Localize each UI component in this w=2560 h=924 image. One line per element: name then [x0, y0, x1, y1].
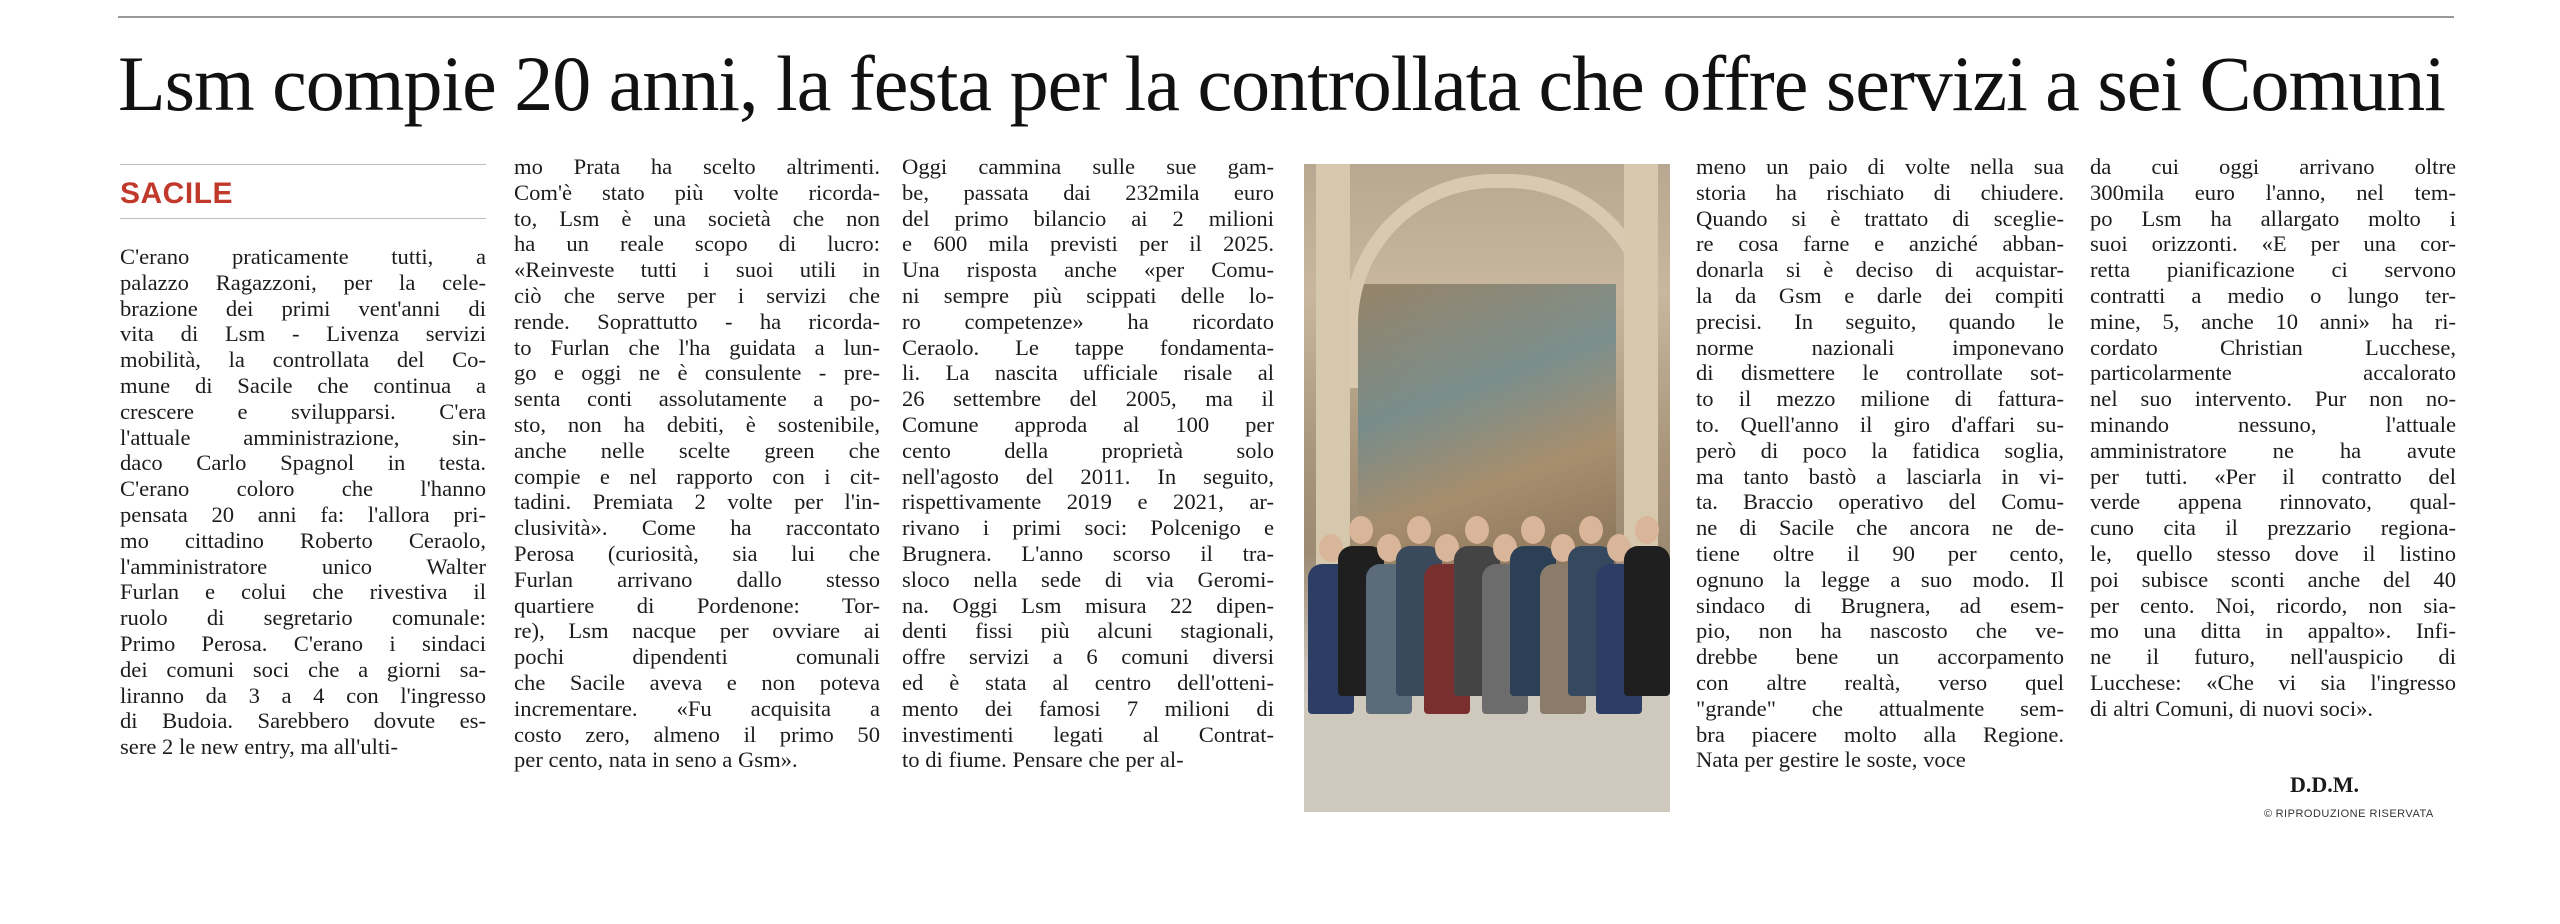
article-column-5 — [2090, 154, 2456, 722]
article-line: vita di Lsm - Livenza servizi — [120, 321, 486, 347]
article-line: mobilità, la controllata del Co- — [120, 347, 486, 373]
article-line: compie e nel rapporto con i cit- — [514, 463, 880, 489]
article-line: Furlan e colui che rivestiva il — [120, 579, 486, 605]
article-line: la da Gsm e darle dei compiti — [1696, 282, 2064, 308]
article-line: Comune approda al 100 per — [902, 411, 1274, 437]
article-line: Nata per gestire le soste, voce — [1696, 747, 1966, 773]
article-line: mo Prata ha scelto altrimenti. — [514, 154, 880, 179]
article-line: Perosa (curiosità, sia lui che — [514, 540, 880, 566]
article-line: na. Oggi Lsm misura 22 dipen- — [902, 592, 1274, 618]
article-line: donarla si è deciso di acquistar- — [1696, 257, 2064, 283]
article-line: suoi orizzonti. «E per una cor- — [2090, 231, 2456, 257]
section-rule-top — [120, 164, 486, 165]
copyright-notice — [2264, 808, 2434, 820]
article-line: Oggi cammina sulle sue gam- — [902, 154, 1274, 179]
article-line: senta conti assolutamente a po- — [514, 386, 880, 412]
article-line: 26 settembre del 2005, ma il — [902, 386, 1274, 412]
article-line: e 600 mila previsti per il 2025. — [902, 231, 1274, 257]
copyright-icon: © — [2264, 808, 2273, 820]
author-signature: D.D.M. — [2290, 772, 2360, 797]
article-line: sere 2 le new entry, ma all'ulti- — [120, 734, 399, 760]
article-line: storia ha rischiato di chiudere. — [1696, 179, 2064, 205]
article-line: cento della proprietà solo — [902, 437, 1274, 463]
article-line: ciò che serve per i servizi che — [514, 282, 880, 308]
article-line: mine, 5, anche 10 anni» ha ri- — [2090, 308, 2456, 334]
article-line: Com'è stato più volte ricorda- — [514, 179, 880, 205]
copyright-text: RIPRODUZIONE RISERVATA — [2275, 808, 2434, 820]
article-line: di altri Comuni, di nuovi soci». — [2090, 695, 2374, 721]
article-line: retta pianificazione ci servono — [2090, 257, 2456, 283]
section-rule-bottom — [120, 218, 486, 219]
article-line: rispettivamente 2019 e 2021, ar- — [902, 489, 1274, 515]
photo-person — [1624, 516, 1670, 696]
article-line: pio, non ha nascosto che ve- — [1696, 618, 2064, 644]
article-line: con altre realtà, verso quel — [1696, 669, 2064, 695]
article-line: però di poco la fatidica soglia, — [1696, 437, 2064, 463]
article-line: ognuno la legge a suo modo. Il — [1696, 566, 2064, 592]
article-line: dei comuni soci che a giorni sa- — [120, 656, 486, 682]
article-line: cordato Christian Lucchese, — [2090, 334, 2456, 360]
article-line: re), Lsm nacque per ovviare ai — [514, 618, 880, 644]
article-line: ro competenze» ha ricordato — [902, 308, 1274, 334]
article-line: C'erano praticamente tutti, a — [120, 244, 486, 269]
section-tag: SACILE — [120, 177, 234, 210]
article-line: ni sempre più scippati delle lo- — [902, 282, 1274, 308]
article-line: Una risposta anche «per Comu- — [902, 257, 1274, 283]
article-line: minando nessuno, l'attuale — [2090, 411, 2456, 437]
article-line: incrementare. «Fu acquisita a — [514, 695, 880, 721]
article-line: costo zero, almeno il primo 50 — [514, 721, 880, 747]
article-line: bra piacere molto alla Regione. — [1696, 721, 2064, 747]
article-line: del primo bilancio ai 2 milioni — [902, 205, 1274, 231]
article-line: verde appena rinnovato, qual- — [2090, 489, 2456, 515]
article-line: per cento, nata in seno a Gsm». — [514, 747, 798, 773]
article-line: cuno cita il prezzario regiona- — [2090, 515, 2456, 541]
article-line: l'attuale amministrazione, sin- — [120, 424, 486, 450]
article-line: nel suo intervento. Pur non no- — [2090, 386, 2456, 412]
article-line: mo cittadino Roberto Ceraolo, — [120, 527, 486, 553]
photo-crowd — [1304, 464, 1670, 714]
photo-arch — [1344, 174, 1658, 388]
article-line: per tutti. «Per il contratto del — [2090, 463, 2456, 489]
article-line: che Sacile aveva e non poteva — [514, 669, 880, 695]
article-line: ha un reale scopo di lucro: — [514, 231, 880, 257]
article-line: brazione dei primi vent'anni di — [120, 295, 486, 321]
article-line: to, Lsm è una società che non — [514, 205, 880, 231]
article-column-1 — [120, 244, 486, 760]
article-column-2 — [514, 154, 880, 773]
article-line: di Budoia. Sarebbero dovute es- — [120, 708, 486, 734]
article-line: to Furlan che l'ha guidata a lun- — [514, 334, 880, 360]
headline: Lsm compie 20 anni, la festa per la controllata che offre servizi a sei Comuni — [118, 40, 2445, 127]
article-line: clusività». Come ha raccontato — [514, 515, 880, 541]
article-line: rende. Soprattutto - ha ricorda- — [514, 308, 880, 334]
article-line: drebbe bene un accorpamento — [1696, 644, 2064, 670]
article-line: li. La nascita ufficiale risale al — [902, 360, 1274, 386]
article-line: rivano i primi soci: Polcenigo e — [902, 515, 1274, 541]
article-line: palazzo Ragazzoni, per la cele- — [120, 269, 486, 295]
article-line: Lucchese: «Che vi sia l'ingresso — [2090, 669, 2456, 695]
article-line: Ceraolo. Le tappe fondamenta- — [902, 334, 1274, 360]
article-line: pochi dipendenti comunali — [514, 644, 880, 670]
article-line: pensata 20 anni fa: l'allora pri- — [120, 501, 486, 527]
article-line: per cento. Noi, ricordo, non sia- — [2090, 592, 2456, 618]
article-line: ma tanto bastò a lasciarla in vi- — [1696, 463, 2064, 489]
article-line: be, passata dai 232mila euro — [902, 179, 1274, 205]
article-line: ne il futuro, nell'auspicio di — [2090, 644, 2456, 670]
article-line: norme nazionali imponevano — [1696, 334, 2064, 360]
article-line: "grande" che attualmente sem- — [1696, 695, 2064, 721]
article-line: anche nelle scelte green che — [514, 437, 880, 463]
article-line: sto, non ha debiti, è sostenibile, — [514, 411, 880, 437]
article-line: Primo Perosa. C'erano i sindaci — [120, 630, 486, 656]
article-line: ruolo di segretario comunale: — [120, 605, 486, 631]
article-line: crescere e svilupparsi. C'era — [120, 398, 486, 424]
article-line: Quando si è trattato di sceglie- — [1696, 205, 2064, 231]
article-line: l'amministratore unico Walter — [120, 553, 486, 579]
article-line: ne di Sacile che ancora ne de- — [1696, 515, 2064, 541]
article-line: 300mila euro l'anno, nel tem- — [2090, 179, 2456, 205]
article-line: go e oggi ne è consulente - pre- — [514, 360, 880, 386]
article-column-4 — [1696, 154, 2064, 773]
article-line: sloco nella sede di via Geromi- — [902, 566, 1274, 592]
article-line: da cui oggi arrivano oltre — [2090, 154, 2456, 179]
article-line: mento dei famosi 7 milioni di — [902, 695, 1274, 721]
article-line: C'erano coloro che l'hanno — [120, 476, 486, 502]
article-line: nell'agosto del 2011. In seguito, — [902, 463, 1274, 489]
article-line: le, quello stesso dove il listino — [2090, 540, 2456, 566]
article-line: daco Carlo Spagnol in testa. — [120, 450, 486, 476]
article-line: meno un paio di volte nella sua — [1696, 154, 2064, 179]
article-line: poi subisce sconti anche del 40 — [2090, 566, 2456, 592]
article-line: mo una ditta in appalto». Infi- — [2090, 618, 2456, 644]
article-line: po Lsm ha allargato molto i — [2090, 205, 2456, 231]
article-line: precisi. In seguito, quando le — [1696, 308, 2064, 334]
article-line: ta. Braccio operativo del Comu- — [1696, 489, 2064, 515]
article-line: contratti a medio o lungo ter- — [2090, 282, 2456, 308]
article-line: quartiere di Pordenone: Tor- — [514, 592, 880, 618]
article-line: to di fiume. Pensare che per al- — [902, 747, 1184, 773]
article-line: to il mezzo milione di fattura- — [1696, 386, 2064, 412]
group-photo — [1304, 164, 1670, 812]
article-line: amministratore ne ha avute — [2090, 437, 2456, 463]
article-line: liranno da 3 a 4 con l'ingresso — [120, 682, 486, 708]
article-line: di dismettere le controllate sot- — [1696, 360, 2064, 386]
article-line: offre servizi a 6 comuni diversi — [902, 644, 1274, 670]
article-line: Furlan arrivano dallo stesso — [514, 566, 880, 592]
article-line: particolarmente accalorato — [2090, 360, 2456, 386]
article-line: to. Quell'anno il giro d'affari su- — [1696, 411, 2064, 437]
top-rule — [118, 16, 2454, 18]
article-line: Brugnera. L'anno scorso il tra- — [902, 540, 1274, 566]
article-line: sindaco di Brugnera, ad esem- — [1696, 592, 2064, 618]
article-column-3 — [902, 154, 1274, 773]
article-line: tadini. Premiata 2 volte per l'in- — [514, 489, 880, 515]
article-line: denti fissi più alcuni stagionali, — [902, 618, 1274, 644]
article-line: mune di Sacile che continua a — [120, 372, 486, 398]
article-line: tiene oltre il 90 per cento, — [1696, 540, 2064, 566]
article-line: investimenti legati al Contrat- — [902, 721, 1274, 747]
article-line: «Reinveste tutti i suoi utili in — [514, 257, 880, 283]
article-line: ed è stata al centro dell'otteni- — [902, 669, 1274, 695]
article-line: re cosa farne e anziché abban- — [1696, 231, 2064, 257]
